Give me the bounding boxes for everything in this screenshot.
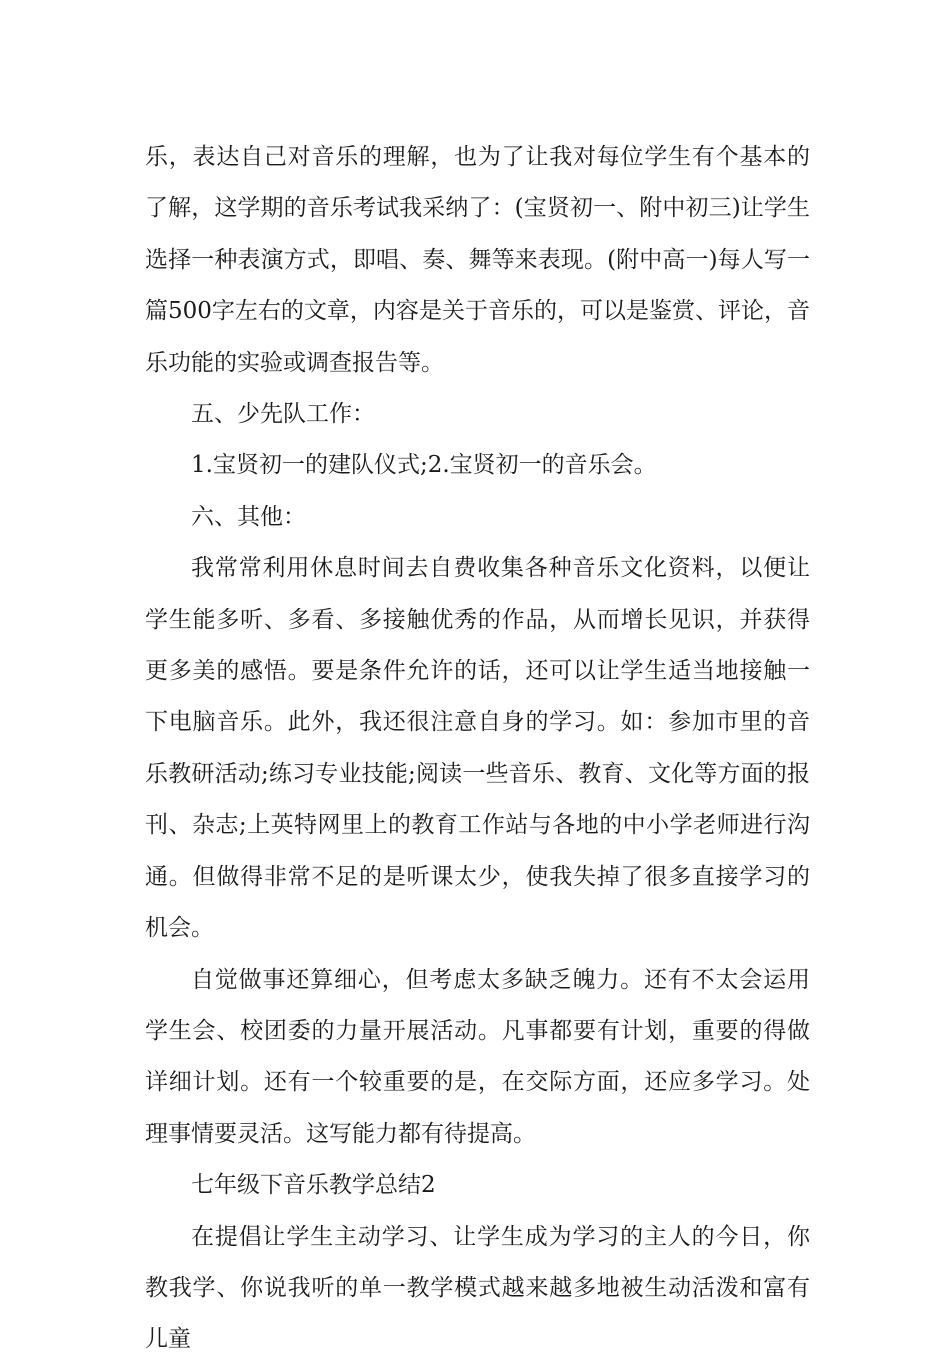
section-heading-young-pioneers: 五、少先队工作： [191, 401, 375, 428]
article-title-summary-2: 七年级下音乐教学总结2 [191, 1172, 436, 1199]
paragraph-self-study: 我常常利用休息时间去自费收集各种音乐文化资料，以便让学生能多听、多看、多接触优秀的作品，从而增长见识，并获得更多美的感悟。要是条件允许的话，还可以让学生适当地接触一下电脑音乐。此外，我还很注意自身的学习。如：参加市里的音乐教研活动;练习专业技能;阅读一些音乐、教育、文化等方面的报刊、杂志;上英特网里上的教育工作站与各地的中小学老师进行沟通。但做得非常不足的是听课太少，使我失掉了很多直接学习的机会。 [145, 555, 810, 942]
section-heading-other: 六、其他： [191, 503, 306, 530]
paragraph-summary-2-intro: 在提倡让学生主动学习、让学生成为学习的主人的今日，你教我学、你说我听的单一教学模式越来越多地被生动活泼和富有儿童 [145, 1223, 810, 1353]
paragraph-young-pioneers-items: 1.宝贤初一的建队仪式;2.宝贤初一的音乐会。 [191, 452, 657, 479]
paragraph-continued: 乐，表达自己对音乐的理解，也为了让我对每位学生有个基本的了解，这学期的音乐考试我采纳了：(宝贤初一、附中初三)让学生选择一种表演方式，即唱、奏、舞等来表现。(附中高一)每人写一篇500字左右的文章，内容是关于音乐的，可以是鉴赏、评论，音乐功能的实验或调查报告等。 [145, 144, 810, 376]
document-body [145, 132, 810, 1366]
paragraph-self-reflection: 自觉做事还算细心，但考虑太多缺乏魄力。还有不太会运用学生会、校团委的力量开展活动。凡事都要有计划，重要的得做详细计划。还有一个较重要的是，在交际方面，还应多学习。处理事情要灵活。这写能力都有待提高。 [145, 966, 810, 1147]
